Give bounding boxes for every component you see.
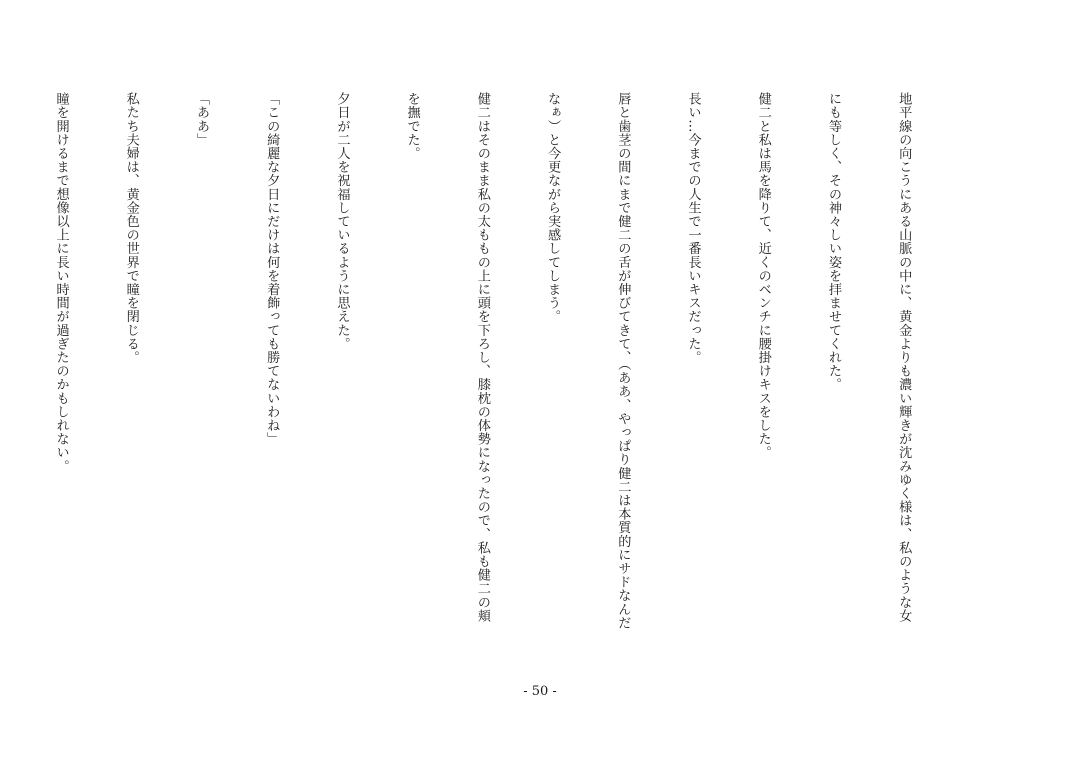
text-line: 夕日が二人を祝福しているように思えた。 [334,92,350,351]
text-line: 健二と私は馬を降りて、近くのベンチに腰掛けキスをした。 [755,92,771,460]
page-number: - 50 - [523,684,557,699]
text-line: 健二はそのまま私の太ももの上に頭を下ろし、膝枕の体勢になったので、私も健二の頬 [474,92,490,623]
text-line: 長い…今までの人生で一番長いキスだった。 [685,92,701,364]
text-line: 「ああ」 [194,92,209,147]
text-line: 「この綺麗な夕日にだけは何を着飾っても勝てないわね」 [264,92,280,446]
text-line: にも等しく、その神々しい姿を拝ませてくれた。 [825,92,841,392]
text-line: 瞳を開けるまで想像以上に長い時間が過ぎたのかもしれない。 [53,92,69,473]
text-line: 唇と歯茎の間にまで健二の舌が伸びてきて、（ああ、やっぱり健二は本質的にサドなんだ [615,92,631,630]
vertical-text-body [0,92,962,658]
text-line: を撫でた。 [404,92,420,160]
text-line: 私たち夫婦は、黄金色の世界で瞳を閉じる。 [123,92,139,364]
text-line [0,92,2,658]
text-line: なぁ）と今更ながら実感してしまう。 [545,92,561,324]
text-line: 地平線の向こうにある山脈の中に、黄金よりも濃い輝きが沈みゆく様は、私のような女 [896,92,912,623]
